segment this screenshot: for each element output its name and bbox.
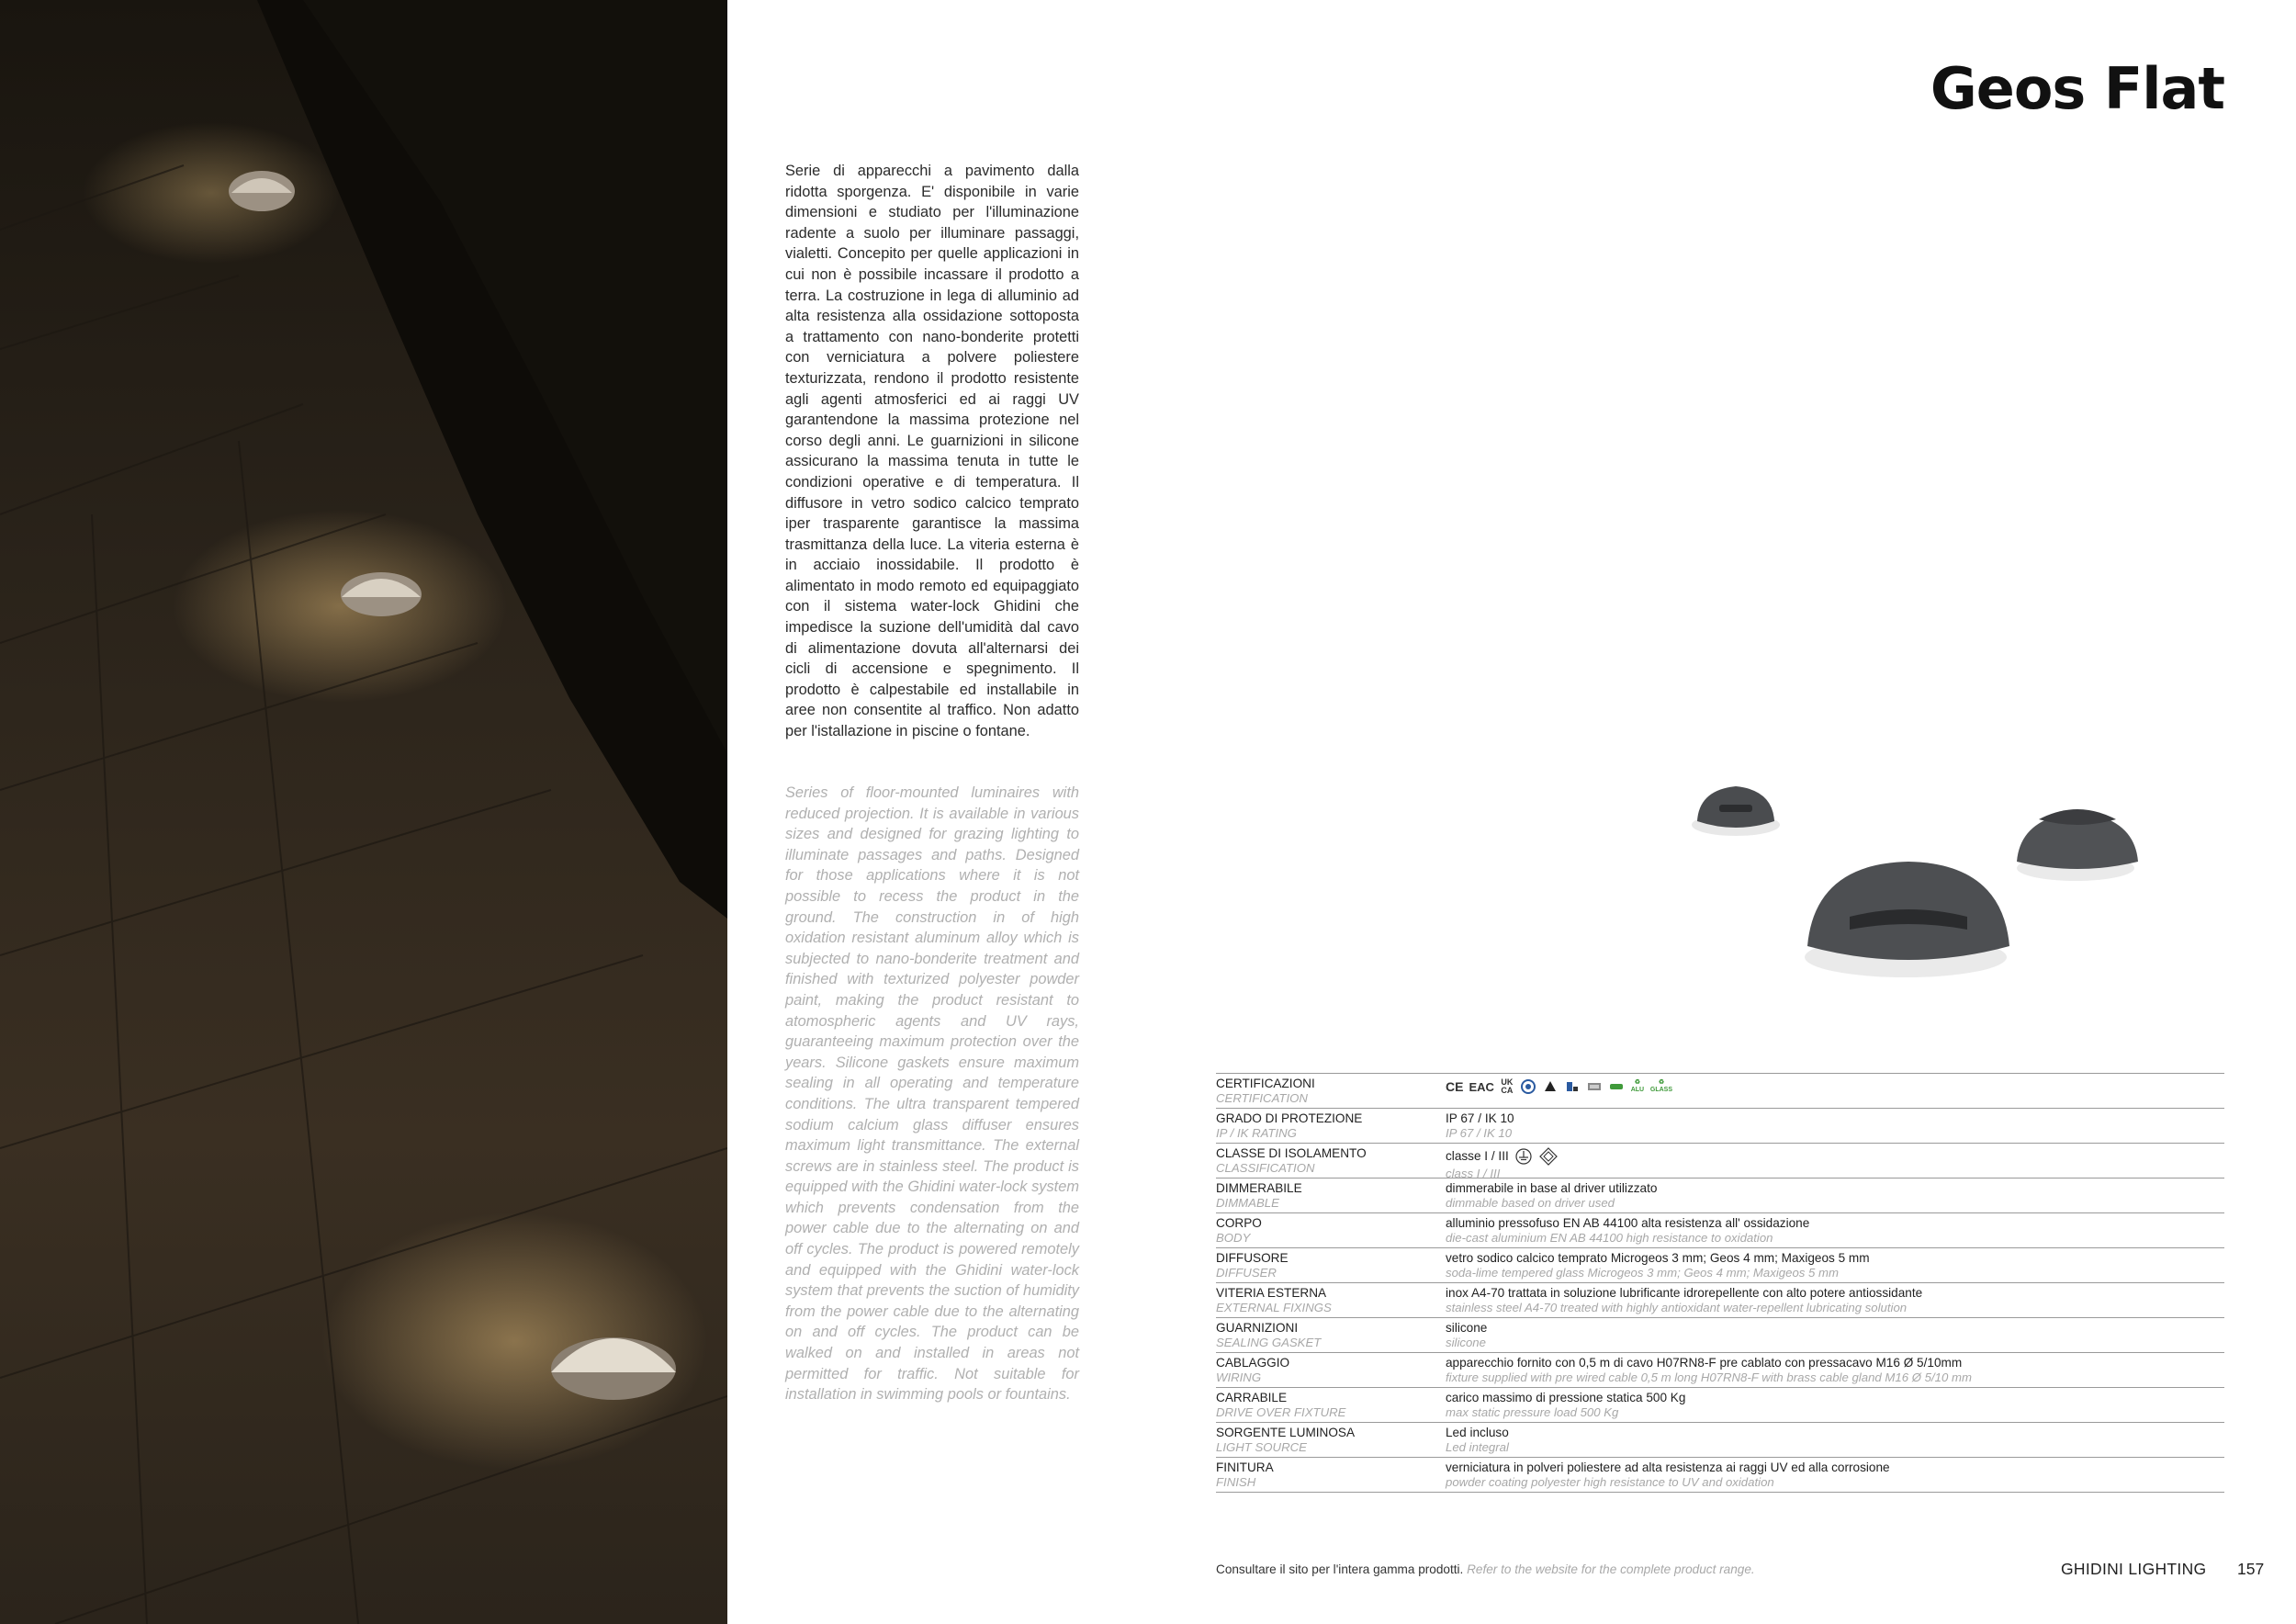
ik-rating-icon (1564, 1078, 1581, 1095)
hero-photo (0, 0, 727, 1624)
spec-label: GUARNIZIONI (1216, 1321, 1299, 1335)
spec-value: inox A4-70 trattata in soluzione lubrificante idrorepellente con alto potere antiossidante (1446, 1286, 1923, 1300)
description-english: Series of floor-mounted luminaires with reduced projection. It is available in various sizes and designed for grazing lighting to illuminate passages and paths. Designed for those applications where it is not possible to recess the product in the ground. The construction in of high oxidation resistant aluminum alloy which is subjected to nano-bonderite treatment and finished with texturized polyester powder paint, making the product resistant to atomospheric agents and UV rays, guaranteeing maximum protection over the years. Silicone gaskets ensure maximum sealing in all operating and temperature conditions. The ultra transparent tempered sodium calcium glass diffuser ensures maximum light transmittance. The external screws are in stainless steel. The product is equipped with the Ghidini water-lock system which prevents condensation from the power cable due to the alternating on and off cycles. The product is powered remotely and equipped with the Ghidini water-lock system that prevents the suction of humidity from the power cable due to the alternating on and off cycles. The product can be walked on and installed in areas not permitted for traffic. Not suitable for installation in swimming pools or fountains. (785, 784, 1079, 1404)
led-icon (1608, 1078, 1625, 1095)
brand-name: GHIDINI LIGHTING (2061, 1560, 2207, 1578)
class-iii-icon (1538, 1146, 1559, 1167)
spec-value-en: silicone (1446, 1336, 1486, 1349)
spec-value-en: max static pressure load 500 Kg (1446, 1405, 1619, 1419)
spec-value-en: dimmable based on driver used (1446, 1196, 1615, 1210)
spec-row-diffuser (1216, 1248, 2224, 1283)
alu-recycle-icon: ♻ ALU (1630, 1079, 1645, 1093)
ip-rating-icon (1542, 1078, 1559, 1095)
spec-value: dimmerabile in base al driver utilizzato (1446, 1181, 1658, 1195)
spec-label: CLASSE DI ISOLAMENTO (1216, 1146, 1367, 1160)
footer-note-english: Refer to the website for the complete product range. (1467, 1562, 1755, 1576)
spec-label-en: WIRING (1216, 1370, 1262, 1384)
spec-label-en: DRIVE OVER FIXTURE (1216, 1405, 1346, 1419)
spec-value-en: stainless steel A4-70 treated with highly antioxidant water-repellent lubricating solution (1446, 1301, 1908, 1314)
description-italian: Serie di apparecchi a pavimento dalla ridotta sporgenza. E' disponibile in varie dimensioni e studiato per l'illuminazione radente a suolo per illuminare passaggi, vialetti. Concepito per quelle applicazioni in cui non è possibile incassare il prodotto a terra. La costruzione in lega di alluminio ad alta resistenza alla ossidazione sottoposta a trattamento con nano-bonderite protetti con verniciatura a polvere poliestere texturizzata, rendono il prodotto resistente agli agenti atmosferici ed ai raggi UV garantendone la massima protezione nel corso degli anni. Le guarnizioni in silicone assicurano la massima tenuta in tutte le condizioni operative e di temperatura. Il diffusore in vetro sodico calcico temprato iper trasparente garantisce la massima trasmittanza della luce. La viteria esterna è in acciaio inossidabile. Il prodotto è alimentato in modo remoto ed equipaggiato con il sistema water-lock Ghidini che impedisce la suzione dell'umidità dal cavo di alimentazione dovuta all'alternarsi dei cicli di accensione e spegnimento. Il prodotto è calpestabile ed installabile in aree non consentite al traffico. Non adatto per l'istallazione in piscine o fontane. (785, 163, 1079, 740)
spec-row-finish (1216, 1458, 2224, 1493)
spec-label-en: LIGHT SOURCE (1216, 1440, 1307, 1454)
enec-mark-icon (1520, 1078, 1536, 1095)
spec-label: CARRABILE (1216, 1391, 1288, 1404)
spec-value-en: IP 67 / IK 10 (1446, 1126, 1513, 1140)
spec-value: Led incluso (1446, 1426, 1509, 1439)
spec-value: apparecchio fornito con 0,5 m di cavo H07RN8-F pre cablato con pressacavo M16 Ø 5/10mm (1446, 1356, 1963, 1370)
spec-row-sealing-gasket (1216, 1318, 2224, 1353)
spec-value-en: powder coating polyester high resistance to UV and oxidation (1446, 1475, 1774, 1489)
spec-label: CERTIFICAZIONI (1216, 1077, 1315, 1090)
spec-value (1446, 1146, 2224, 1167)
product-title: Geos Flat (1930, 55, 2224, 122)
glass-recycle-icon: ♻ GLASS (1649, 1079, 1673, 1093)
spec-label-en: SEALING GASKET (1216, 1336, 1322, 1349)
spec-row-light-source (1216, 1423, 2224, 1458)
spec-row-drive-over (1216, 1388, 2224, 1423)
pathway-illustration (0, 0, 727, 1624)
spec-value: alluminio pressofuso EN AB 44100 alta resistenza all' ossidazione (1446, 1216, 1810, 1230)
spec-row-external-fixings (1216, 1283, 2224, 1318)
spec-label: GRADO DI PROTEZIONE (1216, 1111, 1363, 1125)
footer-note (1216, 1562, 1755, 1576)
spec-row-ip-rating (1216, 1109, 2224, 1144)
spec-label: DIMMERABILE (1216, 1181, 1302, 1195)
spec-label: CORPO (1216, 1216, 1262, 1230)
spec-label-en: DIMMABLE (1216, 1196, 1279, 1210)
spec-label: DIFFUSORE (1216, 1251, 1289, 1265)
spec-label-en: FINISH (1216, 1475, 1256, 1489)
spec-label-en: DIFFUSER (1216, 1266, 1277, 1280)
spec-row-body (1216, 1213, 2224, 1248)
spec-label-en: BODY (1216, 1231, 1251, 1245)
spec-value: carico massimo di pressione statica 500 Kg (1446, 1391, 1686, 1404)
spec-label-en: CLASSIFICATION (1216, 1161, 1315, 1175)
spec-value: vetro sodico calcico temprato Microgeos 3 mm; Geos 4 mm; Maxigeos 5 mm (1446, 1251, 1870, 1265)
spec-value-en: class I / III (1446, 1167, 1501, 1180)
spec-value-en: fixture supplied with pre wired cable 0,5 m long H07RN8-F with brass cable gland M16 Ø 5/10 mm (1446, 1370, 1972, 1384)
spec-row-dimmable (1216, 1179, 2224, 1213)
spec-value: silicone (1446, 1321, 1488, 1335)
spec-value: verniciatura in polveri poliestere ad alta resistenza ai raggi UV ed alla corrosione (1446, 1460, 1890, 1474)
spec-value: IP 67 / IK 10 (1446, 1111, 1514, 1125)
spec-label: VITERIA ESTERNA (1216, 1286, 1327, 1300)
spec-label-en: CERTIFICATION (1216, 1091, 1308, 1105)
ukca-mark-icon: UK CA (1501, 1077, 1514, 1095)
page-number: 157 (2237, 1560, 2265, 1578)
spec-value-en: die-cast aluminium EN AB 44100 high resistance to oxidation (1446, 1231, 1773, 1245)
spec-value-en: soda-lime tempered glass Microgeos 3 mm; Geos 4 mm; Maxigeos 5 mm (1446, 1266, 1840, 1280)
spec-label: FINITURA (1216, 1460, 1274, 1474)
class-i-earth-icon (1514, 1147, 1533, 1166)
eac-mark-icon: EAC (1469, 1079, 1494, 1094)
certification-icons (1446, 1077, 2224, 1097)
product-image (1635, 753, 2149, 992)
classification-text: classe I / III (1446, 1149, 1509, 1163)
footer-note-italian: Consultare il sito per l'intera gamma prodotti. (1216, 1562, 1464, 1576)
spec-label: SORGENTE LUMINOSA (1216, 1426, 1356, 1439)
spec-table (1216, 1073, 2224, 1493)
spec-label-en: EXTERNAL FIXINGS (1216, 1301, 1332, 1314)
spec-row-wiring (1216, 1353, 2224, 1388)
spec-label-en: IP / IK RATING (1216, 1126, 1297, 1140)
spec-value-en: Led integral (1446, 1440, 1509, 1454)
ce-mark-icon: CE (1446, 1079, 1464, 1094)
temperature-icon (1586, 1078, 1603, 1095)
spec-row-certification (1216, 1074, 2224, 1109)
spec-row-classification (1216, 1144, 2224, 1179)
spec-label: CABLAGGIO (1216, 1356, 1290, 1370)
